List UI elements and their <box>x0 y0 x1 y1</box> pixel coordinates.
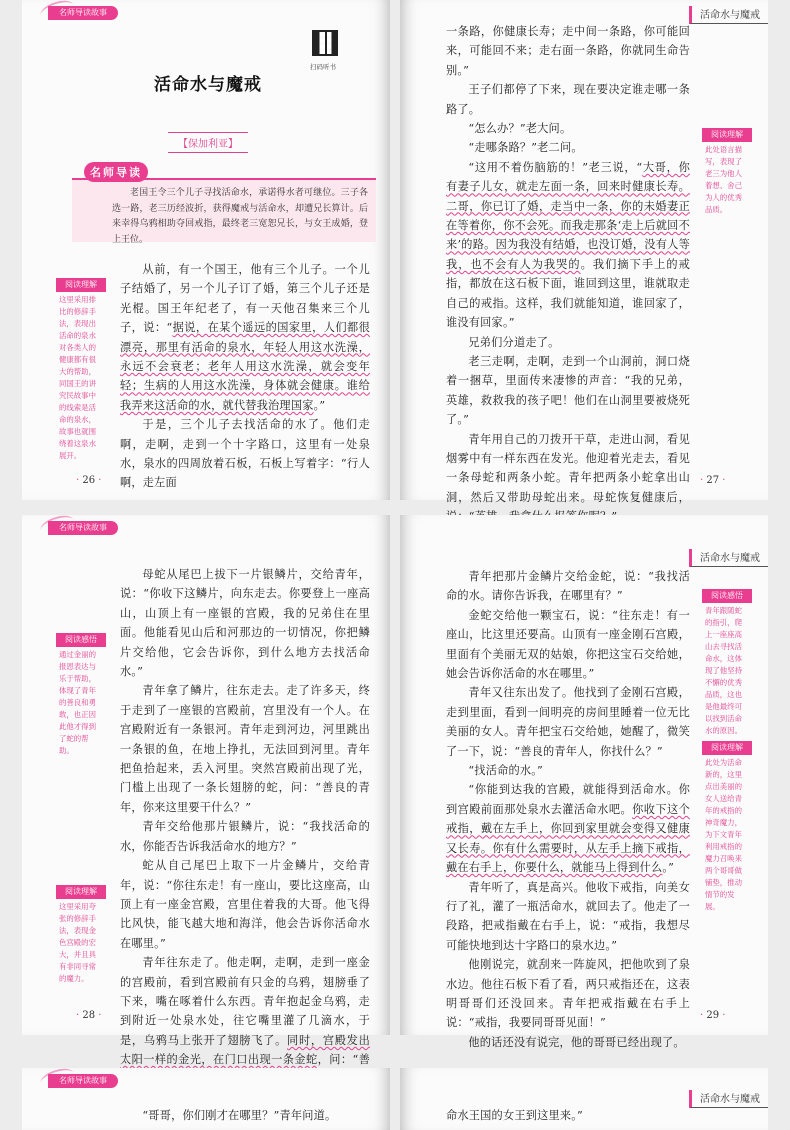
running-title: 活命水与魔戒 <box>689 6 768 24</box>
page-number-value: 29 <box>706 1010 720 1021</box>
paragraph: “哥哥，你们刚才在哪里？”青年问道。 <box>142 1109 337 1122</box>
side-note-head: 阅读理解 <box>702 128 752 142</box>
guide-text: 老国王令三个儿子寻找活命水，承诺得水者可继位。三子各选一路，老三历经波折，获得魔戒与活命水，却遭兄长算计。后来幸得乌鸦相助夺回戒指，最终老三宽恕兄长，与女王成婚，登上王位。 <box>112 188 368 245</box>
page-26 <box>22 0 390 500</box>
story-region: 【保加利亚】 <box>168 132 248 153</box>
paragraph: 金蛇交给他一颗宝石，说：“往东走！有一座山，比这里还要高。山顶有一座金刚石宫殿，里面有个美丽无双的姑娘，你把这宝石交给她，她会告诉你活命的水在哪里。” <box>446 608 690 681</box>
body-text <box>446 1106 690 1125</box>
side-note-head: 阅读理解 <box>56 885 106 899</box>
side-note-head: 阅读感悟 <box>702 589 752 603</box>
book-spread-3 <box>22 1068 768 1130</box>
qr-code-icon[interactable] <box>312 30 338 56</box>
paragraph: 命水王国的女王到这里来。” <box>446 1109 583 1122</box>
side-note-28b <box>56 885 106 987</box>
body-text <box>446 22 690 565</box>
page-number: · 28 · <box>76 1010 102 1021</box>
paragraph: 于是，三个儿子去找活命的水了。他们走啊，走啊，走到一个十字路口，这里有一处泉水，泉水的四周放着石板，石板上写着字：“行人啊，走左面 <box>120 418 370 490</box>
page-number: · 26 · <box>76 475 102 486</box>
book-spread-2 <box>22 515 768 1067</box>
story-title: 活命水与魔戒 <box>154 75 262 95</box>
paragraph: 他刚说完，就刮来一阵旋风，把他吹到了泉水边。他往石板下看了看，两只戒指还在，这表明哥哥们还没回来。青年把戒指戴在右手上说：“戒指，我要同哥哥见面！” <box>446 958 690 1030</box>
series-badge: 名师导读故事 <box>48 521 118 535</box>
paragraph: 青年把那片金鳞片交给金蛇，说：“我找活命的水。请你告诉我，在哪里有？” <box>446 570 690 603</box>
paragraph: 青年拿了鳞片，往东走去。走了许多天，终于走到了一座银的宫殿前，宫里没有一个人。在宫殿附近有一条银河。青年走到河边，河里跳出一条银的鱼，在地上挣扎，无法回到河里。青年把鱼拾起来，丢入河里。突然宫殿前出现了光，门槛上出现了一条长翅膀的蛇，问：“善良的青年，你来这里要干什么？” <box>120 684 370 814</box>
side-note-28a <box>56 633 106 759</box>
page-number-value: 26 <box>82 475 96 486</box>
side-note-body: 通过金丽的报恩表达与乐于帮助，体现了青年的善良和勇敢，也正因此他才得到了蛇的帮助。 <box>59 650 96 755</box>
paragraph: “怎么办？”老大问。 <box>468 122 572 136</box>
paragraph: 青年又往东出发了。他找到了金刚石宫殿，走到里面，看到一间明亮的房间里睡着一位无比美丽的女人。青年把宝石交给她，她醒了，微笑了一下，说：“善良的青年人，你找什么？” <box>446 686 690 758</box>
page-number-value: 28 <box>82 1010 96 1021</box>
paragraph: 从前，有一个国王，他有三个儿子。一个儿子结婚了，另一个儿子订了婚，第三个儿子还是光棍。国王年纪老了，有一天他召集来三个儿子，说：“据说，在某个遥远的国家里，人们都很漂亮，那里有活命的泉水，年轻人用这水洗澡，永远不会衰老；老年人用这水洗澡，就会变年轻；生病的人用这水洗澡，身体就会健康。谁给我弄来这活命的水，就代替我治理国家。” <box>120 263 370 412</box>
page-27 <box>400 0 768 504</box>
running-title: 活命水与魔戒 <box>689 1090 768 1108</box>
underlined-phrase: 同时，宫殿发出太阳一样的金光，在门口出现一条金蛇 <box>120 1033 370 1067</box>
page-number: · 27 · <box>700 475 726 486</box>
qr-label: 扫码听书 <box>310 63 336 71</box>
paragraph: “走哪条路？”老二问。 <box>468 141 583 155</box>
side-note-head: 阅读理解 <box>56 278 106 292</box>
body-text <box>120 260 370 493</box>
paragraph: 青年用自己的刀拨开干草，走进山洞，看见烟雾中有一样东西在发光。他迎着光走去，看见一条母蛇和两条小蛇。青年把两条小蛇拿出山洞，然后又带助母蛇出来。母蛇恢复健康后， <box>446 432 690 504</box>
paragraph: 王子们都停了下来，现在要决定谁走哪一条路了。 <box>446 83 690 116</box>
side-note-body: 这里采用排比的修辞手法，表现出活命的泉水对各类人的健康都有很大的帮助，同国王的讲究民故事中的线索是活命的泉水，故事也就围绕着这泉水展开。 <box>59 295 96 460</box>
paragraph: 青年交给他那片银鳞片，说：“我找活命的水，你能否告诉我活命水的地方？” <box>120 820 370 853</box>
page-number: · 29 · <box>700 1010 726 1021</box>
series-badge: 名师导读故事 <box>48 6 118 20</box>
paragraph: “你能到达我的宫殿，就能得到活命水。你到宫殿前面那处泉水去灌活命水吧。你收下这个戒指，戴在左手上，你回到家里就会变得又健康又长寿。你有什么需要时，从左手上摘下戒指，戴在右手上，你要什么，就能马上得到什么。” <box>446 783 690 875</box>
paragraph: 青年听了，真是高兴。他收下戒指，向美女行了礼，灌了一瓶活命水，就回去了。他走了一段路，把戒指戴在右手上，说：“戒指，我想尽可能快地到达十字路口的泉水边。” <box>446 880 690 952</box>
side-note-29b <box>702 741 752 915</box>
page-number-value: 27 <box>706 475 720 486</box>
underlined-phrase: 大哥，你有妻子儿女，就走左面一条，回来时健康长寿。二哥，你已订了婚，走当中一条，你的未婚妻正在等着你，你不会死。而我走那条‘走上后就回不来’的路。因为我没有结婚，也没订婚，没有人等我，也不会有人为我哭的 <box>446 160 690 271</box>
guide-tag: 名师导读 <box>84 162 148 182</box>
page-29 <box>400 515 768 1049</box>
side-note-29a <box>702 589 752 739</box>
paragraph: “这用不着伤脑筋的！”老三说，“大哥，你有妻子儿女，就走左面一条，回来时健康长寿。二哥，你已订了婚，走当中一条，你的未婚妻正在等着你，你不会死。而我走那条‘走上后就回不来’的路。因为我没有结婚，也没订婚，没有人等我，也不会有人为我哭的。我们摘下手上的戒指，都放在这石板下面，谁回到这里，谁就取走自己的戒指。这样，我们就能知道，谁回家了，谁没有回家。” <box>446 160 690 330</box>
underlined-phrase: 据说，在某个遥远的国家里，人们都很漂亮，那里有活命的泉水，年轻人用这水洗澡，永远不会衰老；老年人用这水洗澡，就会变年轻；生病的人用这水洗澡，身体就会健康。谁给我弄来这活命的水，就代替我治理国家 <box>120 321 370 412</box>
side-note-27 <box>702 128 752 218</box>
paragraph: 青年往东走了。他走啊，走啊，走到一座金的宫殿前，看到宫殿前有只金的乌鸦，翅膀垂了下来，嘴在啄着什么东西。青年抱起金乌鸦，走到附近一处泉水处，往它嘴里灌了几滴水，于是，乌鸦马上张开了翅膀飞了。同时，宫殿发出太阳一样的金光，在门口出现一条金蛇，问：“善 <box>120 956 370 1067</box>
page-31 <box>400 1068 768 1130</box>
page-30 <box>22 1068 390 1130</box>
body-text <box>446 567 690 1052</box>
paragraph: 老三走啊，走啊，走到一个山洞前，洞口烧着一捆草，里面传来凄惨的声音：“我的兄弟，英雄，救救我的孩子吧！他们在山洞里要被烧死了。” <box>446 354 690 427</box>
underlined-phrase: 你收下这个戒指，戴在左手上，你回到家里就会变得又健康又长寿。你有什么需要时，从左手上摘下戒指，戴在右手上，你要什么，就能马上得到什么 <box>446 802 690 875</box>
paragraph: 兄弟们分道走了。 <box>468 335 560 349</box>
running-title: 活命水与魔戒 <box>689 549 768 567</box>
paragraph: 蛇从自己尾巴上取下一片金鳞片，交给青年，说：“你往东走！有一座山，要比这座高，山顶上有一座金宫殿，宫里住着我的大哥。他飞得比风快，能飞越大地和海洋，他会告诉你活命水在哪里。” <box>120 859 370 950</box>
side-note-body: 这里采用夸张的修辞手法，表现金色宫殿的宏大，并且具有非同寻常的魔力。 <box>59 902 96 983</box>
side-note-body: 此处为活命新的，这里点出美丽的女人送给青年的戒指的神奇魔力，为下文青年利用戒指的魔力召唤来两个哥哥做铺垫，推动情节的发展。 <box>705 758 742 911</box>
book-spread-1 <box>22 0 768 504</box>
body-text <box>120 1106 370 1125</box>
paragraph: 母蛇从尾巴上拔下一片银鳞片，交给青年，说：“你收下这鳞片，向东走去。你要登上一座高山，山顶上有一座银的宫殿，我的兄弟住在里面。他能看见山后和河那边的一切情况，你把鳞片交给他，它会告诉你，到什么地方去找活命水。” <box>120 568 370 679</box>
page-28 <box>22 515 390 1067</box>
series-badge: 名师导读故事 <box>48 1074 118 1088</box>
paragraph: 他的话还没有说完，他的哥哥已经出现了。 <box>468 1035 685 1049</box>
body-text <box>120 565 370 1089</box>
side-note-body: 此处语言描写，表现了老三为他人着想、舍己为人的优秀品质。 <box>705 145 742 214</box>
side-note-26 <box>56 278 106 464</box>
side-note-head: 阅读感悟 <box>56 633 106 647</box>
paragraph: “找活命的水。” <box>468 764 543 778</box>
side-note-body: 青年跟随蛇的指引，爬上一座座高山去寻找活命水，这体现了他坚持不懈的优秀品质，这也是他最终可以找到活命水的原因。 <box>705 606 742 735</box>
side-note-head: 阅读理解 <box>702 741 752 755</box>
paragraph: 一条路，你健康长寿；走中间一条路，你可能回来，可能回不来；走右面一条路，你就同生命告别。” <box>446 25 690 77</box>
